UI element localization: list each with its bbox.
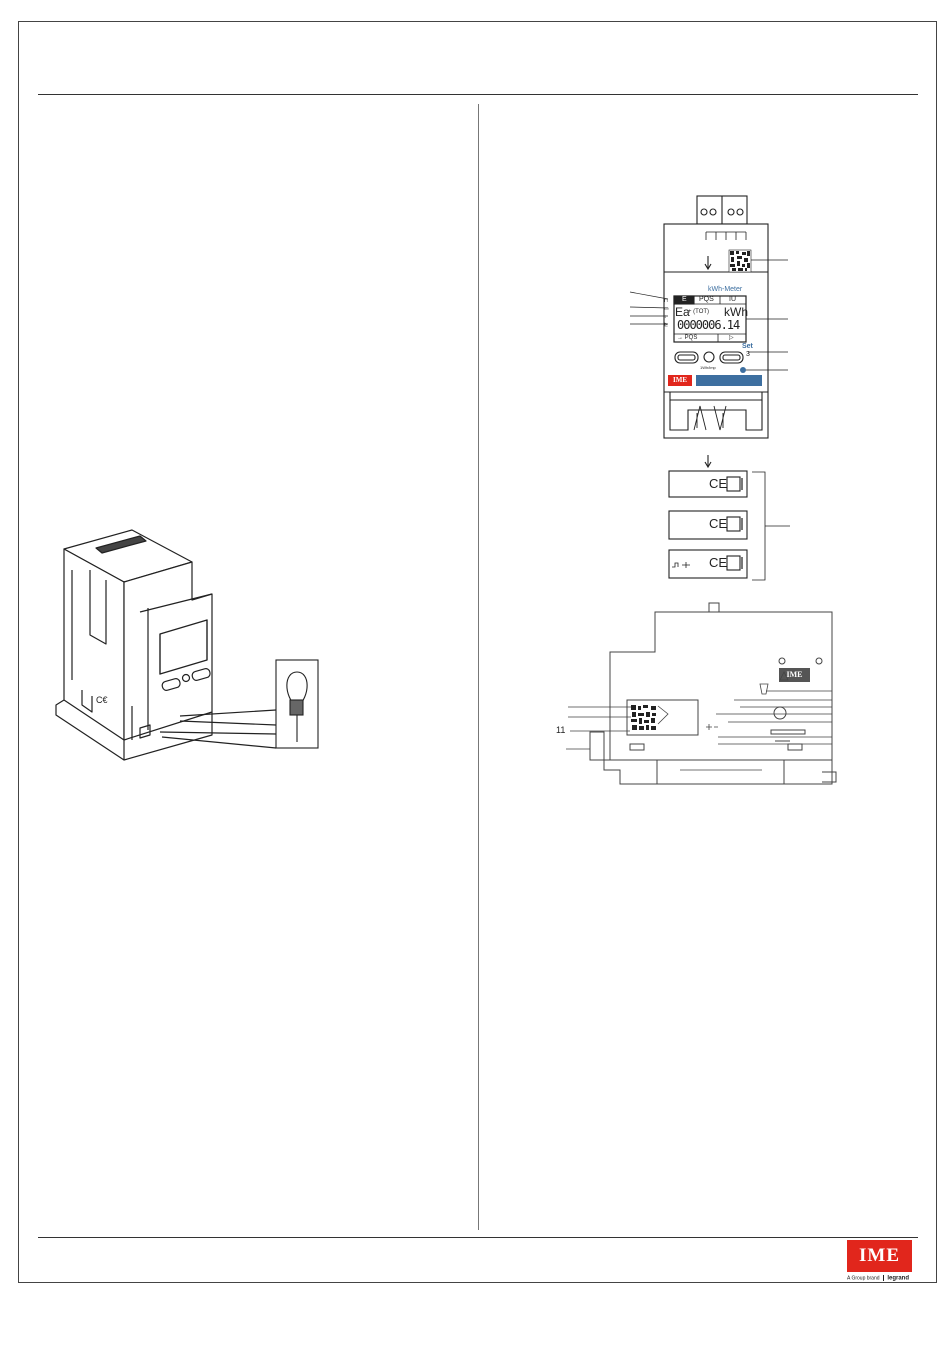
svg-text:⊓: ⊓ (664, 298, 668, 304)
set-label: Set (742, 343, 753, 350)
display-tab-e: E (682, 296, 687, 303)
qr-code-rear (631, 705, 657, 731)
ce-mark-1: CE (709, 476, 728, 491)
pulse-label: 1Wh/imp (700, 365, 716, 370)
footer-logo: IME (847, 1240, 912, 1272)
set-number: 3 (746, 351, 750, 358)
front-brand-text: IME (673, 376, 687, 384)
display-tab-iu: IU (729, 296, 736, 303)
display-quantity: Ea (675, 305, 690, 319)
display-value: 0000006.14 (677, 318, 740, 332)
ce-mark-3: CE (709, 555, 728, 570)
ce-mark-2: CE (709, 516, 728, 531)
callout-11: 11 (556, 725, 566, 735)
footer-tagline (847, 1275, 913, 1281)
side-ce-mark: C€ (96, 695, 108, 705)
display-quantity-suffix: + (TOT) (688, 309, 710, 315)
tagline-prefix: A Group brand (847, 1275, 880, 1282)
display-softkey-right: ▷ (729, 335, 734, 341)
display-unit: kWh (724, 305, 748, 319)
product-title: kWh-Meter (708, 286, 743, 293)
svg-text:↓: ↓ (664, 314, 667, 320)
rear-brand-text: IME (786, 670, 803, 679)
tagline-divider (883, 1275, 884, 1281)
display-softkey-left: → PQS (677, 335, 698, 341)
display-tab-pqs: PQS (699, 296, 714, 303)
tagline-brand: legrand (887, 1275, 909, 1282)
svg-text:⊵: ⊵ (664, 322, 669, 328)
svg-text:▭: ▭ (664, 306, 669, 312)
